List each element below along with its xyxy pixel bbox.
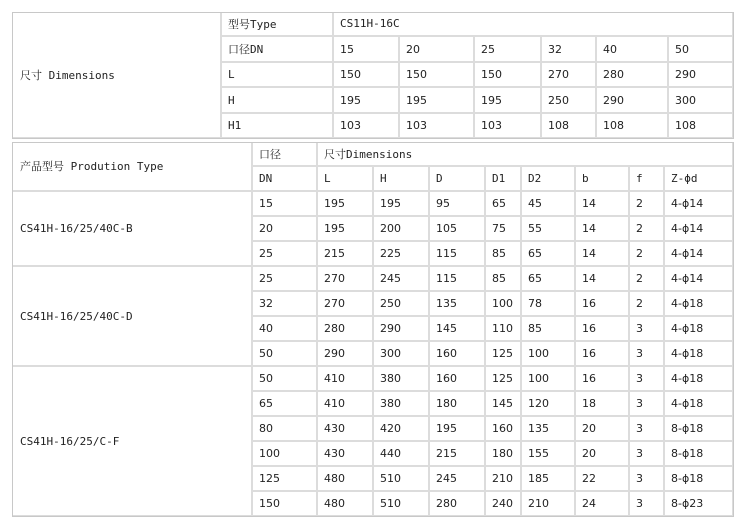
table-cell: 55 <box>522 217 576 242</box>
table1-value-cell: 150 <box>475 63 542 88</box>
table-cell: 290 <box>374 317 430 342</box>
table-cell: 280 <box>430 492 486 517</box>
table1-value-cell: 150 <box>400 63 475 88</box>
column-header: D <box>430 167 486 192</box>
table-cell: 50 <box>253 367 318 392</box>
row-label-cell: L <box>222 63 334 88</box>
table-cell: 120 <box>522 392 576 417</box>
table-cell: 185 <box>522 467 576 492</box>
table-cell: 210 <box>486 467 522 492</box>
table-cell: 4-ϕ18 <box>665 392 734 417</box>
table-cell: 22 <box>576 467 630 492</box>
table1-value-cell: 195 <box>400 88 475 114</box>
table-cell: 115 <box>430 242 486 267</box>
table-cell: 20 <box>576 417 630 442</box>
table1-value-cell: 15 <box>334 37 400 63</box>
table-cell: 300 <box>374 342 430 367</box>
table-cell: 155 <box>522 442 576 467</box>
table1-title-cell: 尺寸 Dimensions <box>12 12 222 139</box>
table-cell: 3 <box>630 467 665 492</box>
table-cell: 65 <box>486 192 522 217</box>
table-cell: 110 <box>486 317 522 342</box>
table-cell: 245 <box>430 467 486 492</box>
table-cell: 75 <box>486 217 522 242</box>
product-model-cell: CS41H-16/25/40C-B <box>12 192 253 267</box>
table-cell: 2 <box>630 192 665 217</box>
table-cell: 3 <box>630 367 665 392</box>
table-cell: 16 <box>576 292 630 317</box>
table-cell: 4-ϕ14 <box>665 242 734 267</box>
table-cell: 270 <box>318 267 374 292</box>
table-cell: 240 <box>486 492 522 517</box>
table1-value-cell: 195 <box>334 88 400 114</box>
table-cell: 65 <box>522 242 576 267</box>
column-header: f <box>630 167 665 192</box>
table1-value-cell: 108 <box>597 114 669 139</box>
table1-value-cell: 195 <box>475 88 542 114</box>
table-cell: 270 <box>318 292 374 317</box>
table1-value-cell: 40 <box>597 37 669 63</box>
table-cell: 14 <box>576 242 630 267</box>
table-cell: 3 <box>630 492 665 517</box>
table-cell: 195 <box>318 217 374 242</box>
table-cell: 18 <box>576 392 630 417</box>
table-cell: 65 <box>253 392 318 417</box>
table-cell: 25 <box>253 267 318 292</box>
table-cell: 24 <box>576 492 630 517</box>
table-cell: 8-ϕ18 <box>665 442 734 467</box>
dimensions-table-cs11h <box>12 12 734 139</box>
table-cell: 20 <box>576 442 630 467</box>
table-cell: 160 <box>486 417 522 442</box>
table1-value-cell: 32 <box>542 37 597 63</box>
table-cell: 4-ϕ18 <box>665 317 734 342</box>
table-cell: 195 <box>430 417 486 442</box>
column-header: DN <box>253 167 318 192</box>
table-cell: 195 <box>374 192 430 217</box>
table1-value-cell: 270 <box>542 63 597 88</box>
table-cell: 16 <box>576 342 630 367</box>
table-cell: 4-ϕ14 <box>665 192 734 217</box>
table-cell: 250 <box>374 292 430 317</box>
table-cell: 65 <box>522 267 576 292</box>
type-value-cell: CS11H-16C <box>334 12 734 37</box>
table-cell: 4-ϕ18 <box>665 367 734 392</box>
table-cell: 4-ϕ18 <box>665 342 734 367</box>
table-cell: 25 <box>253 242 318 267</box>
table-cell: 85 <box>486 267 522 292</box>
table-cell: 14 <box>576 267 630 292</box>
column-header: L <box>318 167 374 192</box>
table-cell: 16 <box>576 317 630 342</box>
table-cell: 125 <box>486 342 522 367</box>
product-type-header: 产品型号 Prodution Type <box>12 142 253 192</box>
table-cell: 420 <box>374 417 430 442</box>
table-cell: 380 <box>374 392 430 417</box>
table-cell: 40 <box>253 317 318 342</box>
table1-value-cell: 20 <box>400 37 475 63</box>
table-cell: 195 <box>318 192 374 217</box>
table1-value-cell: 108 <box>669 114 734 139</box>
table-cell: 160 <box>430 367 486 392</box>
row-label-cell: H <box>222 88 334 114</box>
table-cell: 100 <box>522 342 576 367</box>
table-cell: 45 <box>522 192 576 217</box>
table-cell: 180 <box>430 392 486 417</box>
table-cell: 135 <box>522 417 576 442</box>
table-cell: 105 <box>430 217 486 242</box>
table-cell: 3 <box>630 317 665 342</box>
column-header: b <box>576 167 630 192</box>
table-cell: 85 <box>486 242 522 267</box>
table-cell: 215 <box>430 442 486 467</box>
table-cell: 150 <box>253 492 318 517</box>
table-cell: 180 <box>486 442 522 467</box>
table-cell: 215 <box>318 242 374 267</box>
table-cell: 245 <box>374 267 430 292</box>
table-cell: 78 <box>522 292 576 317</box>
table-cell: 2 <box>630 217 665 242</box>
column-header: D1 <box>486 167 522 192</box>
table-cell: 95 <box>430 192 486 217</box>
product-model-cell: CS41H-16/25/40C-D <box>12 267 253 367</box>
table1-value-cell: 50 <box>669 37 734 63</box>
table1-value-cell: 25 <box>475 37 542 63</box>
table1-value-cell: 300 <box>669 88 734 114</box>
table-cell: 480 <box>318 467 374 492</box>
table-cell: 80 <box>253 417 318 442</box>
table-cell: 85 <box>522 317 576 342</box>
table-cell: 2 <box>630 292 665 317</box>
table-cell: 510 <box>374 492 430 517</box>
table-cell: 225 <box>374 242 430 267</box>
table-cell: 125 <box>253 467 318 492</box>
table-cell: 100 <box>253 442 318 467</box>
table-cell: 15 <box>253 192 318 217</box>
table-cell: 160 <box>430 342 486 367</box>
table-cell: 125 <box>486 367 522 392</box>
table-cell: 145 <box>430 317 486 342</box>
table-cell: 14 <box>576 192 630 217</box>
table-cell: 380 <box>374 367 430 392</box>
table1-value-cell: 280 <box>597 63 669 88</box>
table1-value-cell: 103 <box>334 114 400 139</box>
table-cell: 115 <box>430 267 486 292</box>
row-label-cell: H1 <box>222 114 334 139</box>
table1-value-cell: 290 <box>669 63 734 88</box>
table-cell: 16 <box>576 367 630 392</box>
table-cell: 480 <box>318 492 374 517</box>
dimensions-table-cs41h <box>12 142 734 518</box>
table-cell: 410 <box>318 392 374 417</box>
column-header: Z-ϕd <box>665 167 734 192</box>
table-cell: 290 <box>318 342 374 367</box>
table1-value-cell: 103 <box>400 114 475 139</box>
table-cell: 3 <box>630 442 665 467</box>
table-cell: 440 <box>374 442 430 467</box>
table-cell: 210 <box>522 492 576 517</box>
table-cell: 4-ϕ14 <box>665 217 734 242</box>
table-cell: 430 <box>318 442 374 467</box>
table1-value-cell: 150 <box>334 63 400 88</box>
row-label-cell: 口径DN <box>222 37 334 63</box>
table-cell: 135 <box>430 292 486 317</box>
table1-value-cell: 290 <box>597 88 669 114</box>
table-cell: 8-ϕ23 <box>665 492 734 517</box>
product-model-cell: CS41H-16/25/C-F <box>12 367 253 517</box>
table-cell: 100 <box>522 367 576 392</box>
dimensions-header: 尺寸Dimensions <box>318 142 734 167</box>
table-cell: 4-ϕ18 <box>665 292 734 317</box>
table-cell: 14 <box>576 217 630 242</box>
table-cell: 3 <box>630 392 665 417</box>
table-cell: 280 <box>318 317 374 342</box>
table-cell: 430 <box>318 417 374 442</box>
table1-value-cell: 250 <box>542 88 597 114</box>
table1-value-cell: 108 <box>542 114 597 139</box>
column-header: D2 <box>522 167 576 192</box>
table-cell: 2 <box>630 242 665 267</box>
table-cell: 20 <box>253 217 318 242</box>
table-cell: 200 <box>374 217 430 242</box>
table-cell: 32 <box>253 292 318 317</box>
table-cell: 8-ϕ18 <box>665 467 734 492</box>
column-header: H <box>374 167 430 192</box>
table-cell: 510 <box>374 467 430 492</box>
caliber-header: 口径 <box>253 142 318 167</box>
table-cell: 3 <box>630 342 665 367</box>
table-cell: 3 <box>630 417 665 442</box>
table-cell: 50 <box>253 342 318 367</box>
table-cell: 8-ϕ18 <box>665 417 734 442</box>
table-cell: 4-ϕ14 <box>665 267 734 292</box>
table-cell: 410 <box>318 367 374 392</box>
table-cell: 2 <box>630 267 665 292</box>
table1-value-cell: 103 <box>475 114 542 139</box>
table-cell: 100 <box>486 292 522 317</box>
table-cell: 145 <box>486 392 522 417</box>
type-label-cell: 型号Type <box>222 12 334 37</box>
